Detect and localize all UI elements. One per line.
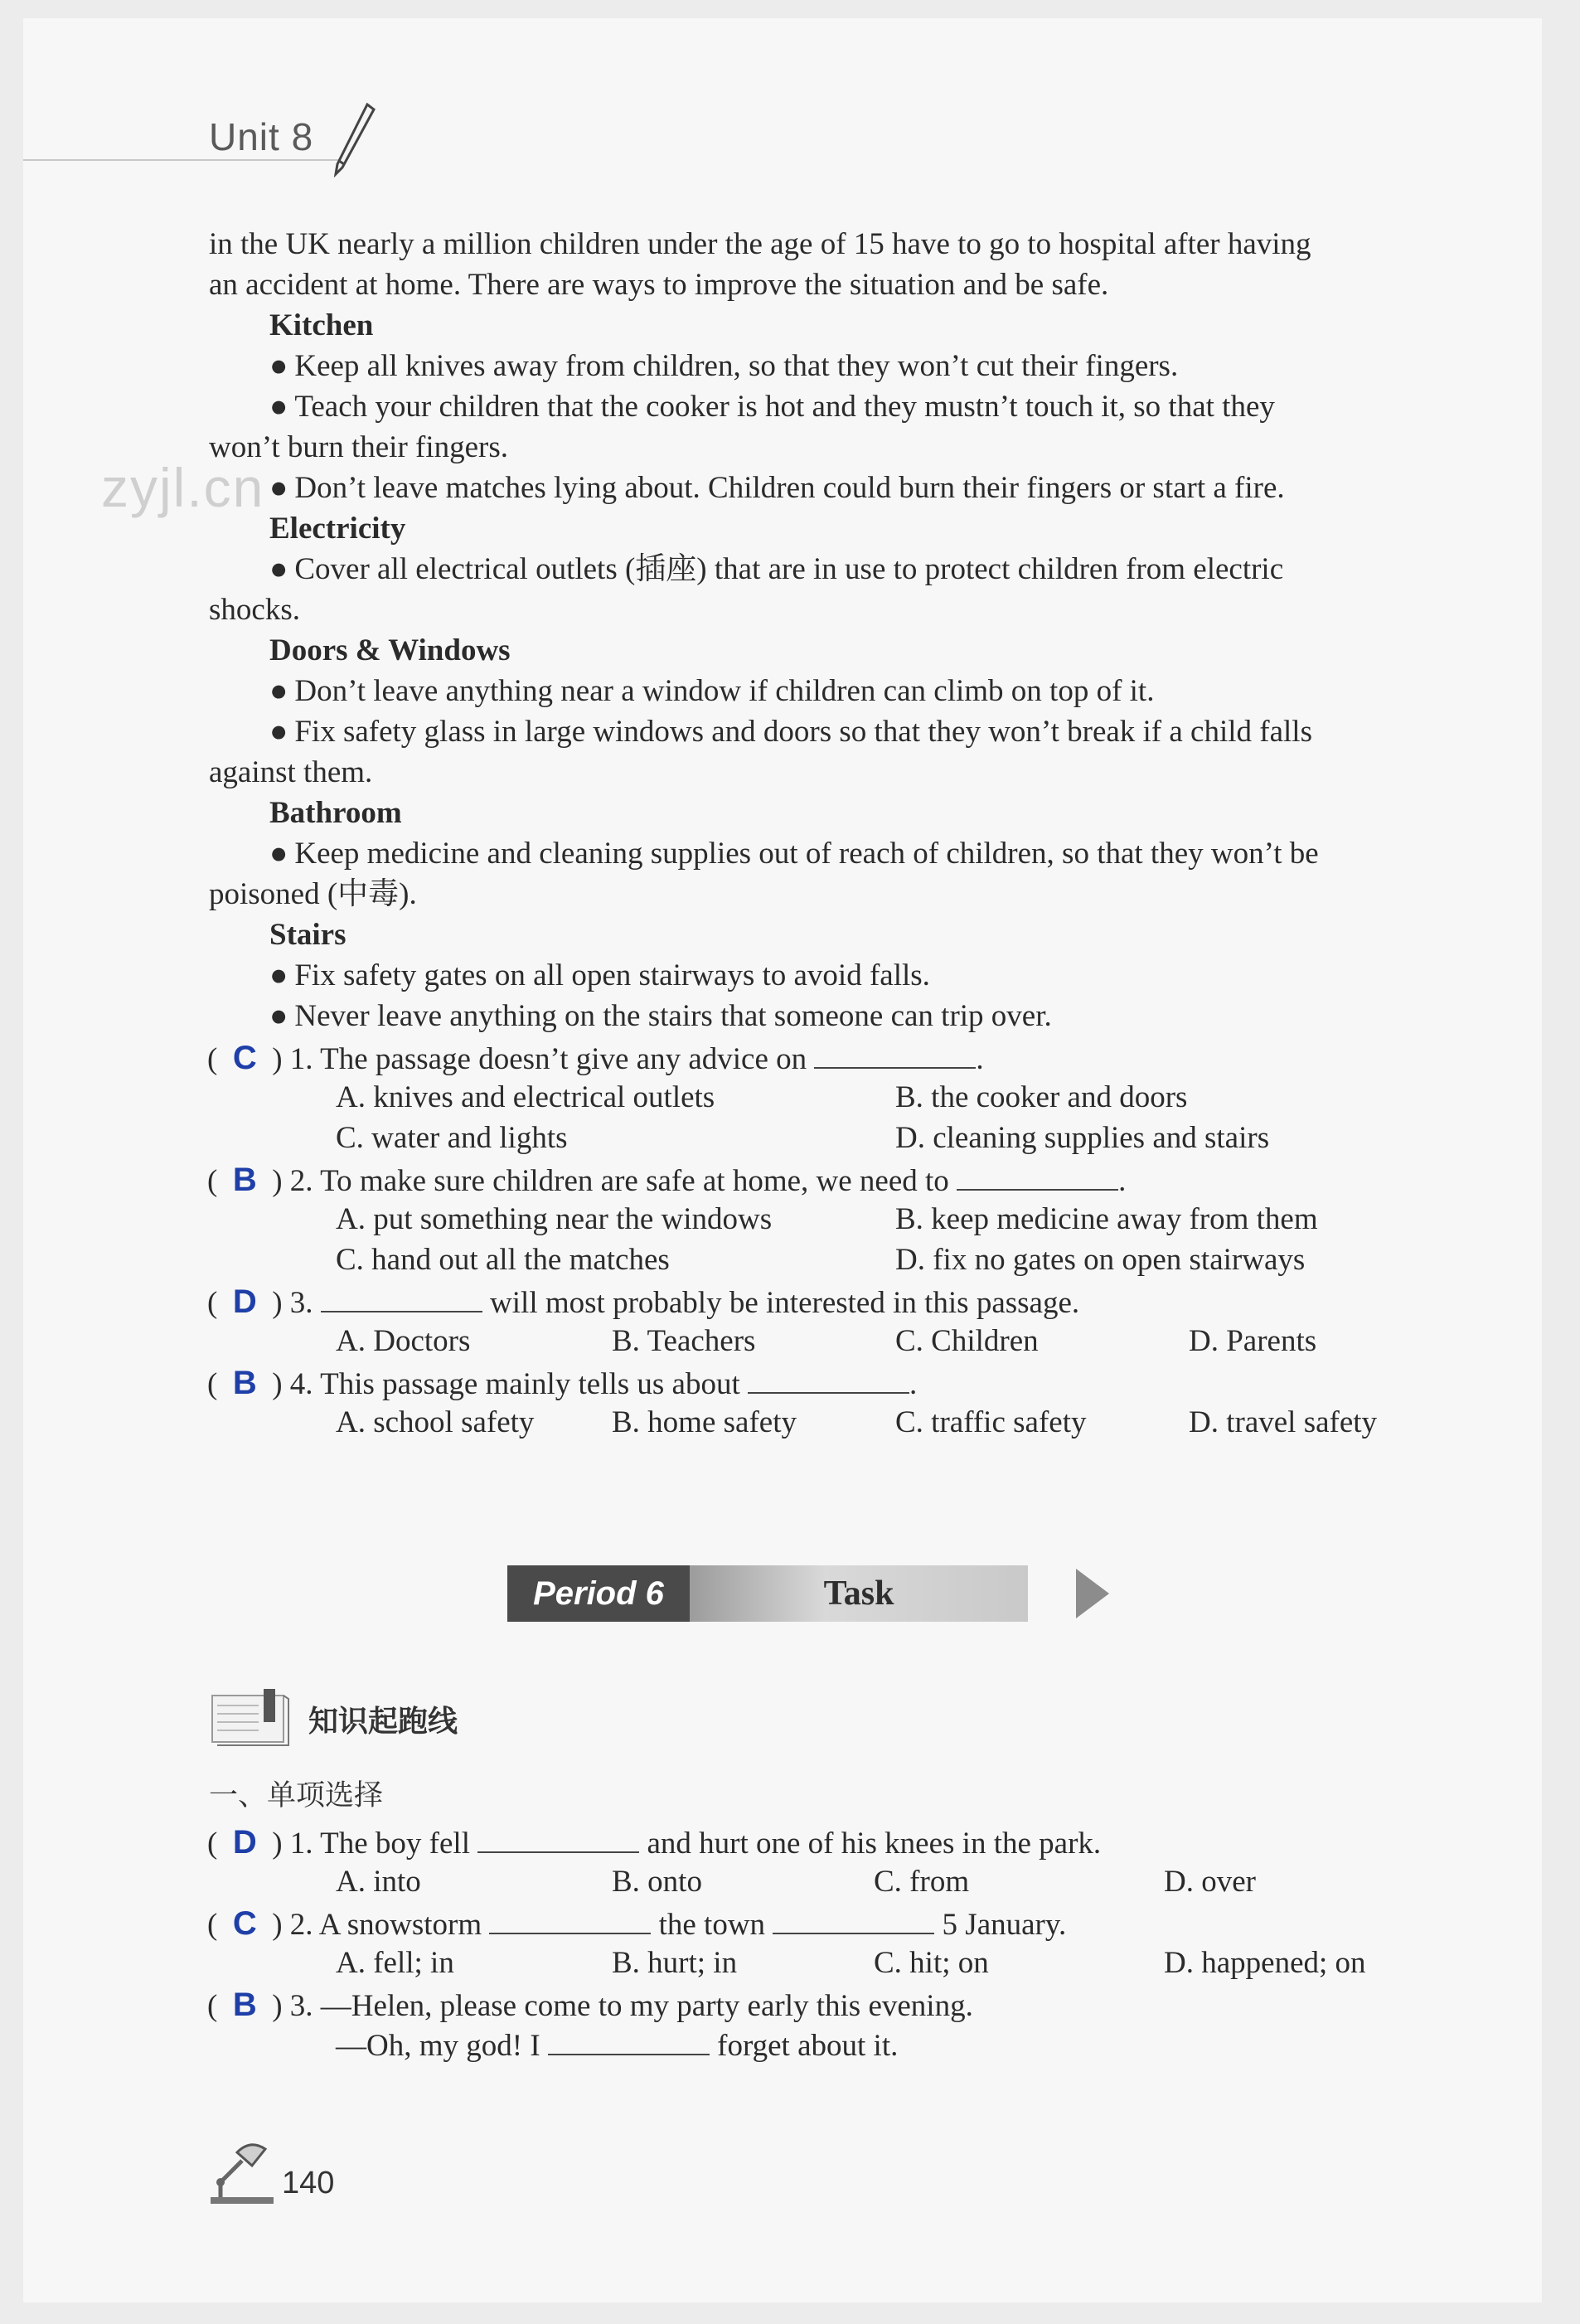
option: B. onto: [612, 1865, 702, 1899]
passage-line: in the UK nearly a million children under the age of 15 have to go to hospital after having: [209, 227, 1311, 261]
answer: D: [232, 1824, 257, 1861]
question-number: 2.: [289, 1908, 313, 1942]
question-text: .: [909, 1367, 918, 1401]
book-icon: [209, 1687, 292, 1747]
bullet-item: [269, 676, 1154, 706]
bullet-item: [269, 391, 1275, 422]
blank: [773, 1908, 934, 1934]
arrow-right-icon: [1076, 1569, 1109, 1618]
bullet-text: Never leave anything on the stairs that someone can trip over.: [294, 999, 1052, 1033]
option: A. school safety: [336, 1405, 535, 1439]
bullet-text: Don’t leave anything near a window if children can climb on top of it.: [294, 674, 1155, 708]
blank: [321, 1286, 482, 1312]
option: C. water and lights: [336, 1121, 568, 1155]
blank: [957, 1164, 1118, 1191]
bullet: ●: [269, 715, 288, 749]
question-text: the town: [658, 1908, 766, 1942]
option: D. travel safety: [1189, 1405, 1378, 1439]
question-text: .: [976, 1042, 984, 1076]
pen-icon: [327, 101, 377, 177]
bullet-item: [269, 838, 1319, 869]
question-text: The passage doesn’t give any advice on: [320, 1042, 807, 1076]
question-row: ( D ) 3. will most probably be interested in this passage.: [207, 1283, 1080, 1320]
question-text: —Helen, please come to my party early this evening.: [320, 1989, 973, 2023]
bullet-text: Fix safety gates on all open stairways to avoid falls.: [294, 958, 930, 992]
question-number: 4.: [289, 1367, 313, 1401]
bullet-item: [269, 716, 1312, 747]
lamp-icon: [209, 2137, 275, 2207]
heading-stairs: Stairs: [269, 918, 347, 952]
blank: [548, 2029, 710, 2055]
bullet: ●: [269, 552, 288, 586]
passage-line: shocks.: [209, 593, 300, 627]
answer: B: [232, 1365, 257, 1401]
option: A. knives and electrical outlets: [336, 1080, 715, 1114]
option: D. Parents: [1189, 1324, 1317, 1358]
question-row: ( C ) 1. The passage doesn’t give any advice on .: [207, 1040, 984, 1076]
option: C. hand out all the matches: [336, 1243, 670, 1277]
bullet-item: [269, 554, 1283, 585]
blank: [477, 1827, 639, 1853]
period-name: Task: [690, 1565, 1028, 1622]
option: C. Children: [895, 1324, 1039, 1358]
page-number: 140: [282, 2166, 335, 2200]
bullet-item: [269, 473, 1285, 503]
question-text: forget about it.: [717, 2029, 899, 2063]
bullet-item: [269, 351, 1178, 381]
section-subtitle: 一、单项选择: [209, 1779, 384, 1812]
option: A. Doctors: [336, 1324, 471, 1358]
option: B. keep medicine away from them: [895, 1202, 1318, 1236]
question-row: ( B ) 2. To make sure children are safe at home, we need to .: [207, 1162, 1127, 1198]
answer: C: [232, 1905, 257, 1942]
blank: [748, 1367, 909, 1394]
bullet-item: [269, 960, 930, 991]
header-rule: [23, 159, 338, 161]
heading-doors-windows: Doors & Windows: [269, 633, 511, 667]
bullet-text: Cover all electrical outlets (插座) that are in use to protect children from electric: [294, 552, 1284, 586]
section-title: 知识起跑线: [308, 1705, 458, 1739]
bullet: ●: [269, 390, 288, 424]
bullet-text: Keep all knives away from children, so that they won’t cut their fingers.: [294, 349, 1179, 383]
watermark: zyjl.cn: [101, 457, 265, 518]
bullet: ●: [269, 674, 288, 708]
question-text: 5 January.: [942, 1908, 1067, 1942]
bullet: ●: [269, 837, 288, 871]
option: D. cleaning supplies and stairs: [895, 1121, 1270, 1155]
question-text: To make sure children are safe at home, we need to: [320, 1164, 949, 1198]
passage-line: won’t burn their fingers.: [209, 430, 509, 464]
unit-title: Unit 8: [209, 115, 314, 158]
answer: B: [232, 1987, 257, 2023]
question-row: ( C ) 2. A snowstorm the town 5 January.: [207, 1905, 1067, 1942]
answer: B: [232, 1162, 257, 1198]
period-banner: [507, 1565, 1071, 1622]
bullet-item: [269, 1001, 1052, 1031]
heading-electricity: Electricity: [269, 512, 406, 546]
option: B. Teachers: [612, 1324, 756, 1358]
bullet-text: Don’t leave matches lying about. Children could burn their fingers or start a fire.: [294, 471, 1285, 505]
bullet: ●: [269, 349, 288, 383]
question-row: ( B ) 4. This passage mainly tells us about .: [207, 1365, 918, 1401]
option: D. happened; on: [1164, 1946, 1366, 1980]
heading-bathroom: Bathroom: [269, 796, 402, 830]
question-number: 1.: [289, 1827, 313, 1861]
bullet-text: Fix safety glass in large windows and doors so that they won’t break if a child falls: [294, 715, 1312, 749]
option: A. fell; in: [336, 1946, 454, 1980]
option: B. home safety: [612, 1405, 797, 1439]
bullet: ●: [269, 471, 288, 505]
option: A. into: [336, 1865, 421, 1899]
question-text: and hurt one of his knees in the park.: [647, 1827, 1102, 1861]
question-text: will most probably be interested in this passage.: [490, 1286, 1080, 1320]
bullet: ●: [269, 999, 288, 1033]
bullet: ●: [269, 958, 288, 992]
passage-line: poisoned (中毒).: [209, 877, 417, 911]
option: C. hit; on: [874, 1946, 989, 1980]
option: A. put something near the windows: [336, 1202, 773, 1236]
option: C. traffic safety: [895, 1405, 1087, 1439]
question-number: 3.: [289, 1286, 313, 1320]
blank: [489, 1908, 651, 1934]
question-text: —Oh, my god! I: [336, 2029, 540, 2063]
option: B. hurt; in: [612, 1946, 738, 1980]
question-row: ( B ) 3. —Helen, please come to my party early this evening.: [207, 1987, 973, 2023]
question-row: ( D ) 1. The boy fell and hurt one of his knees in the park.: [207, 1824, 1102, 1861]
question-number: 3.: [289, 1989, 313, 2023]
question-row: [336, 2029, 898, 2061]
question-number: 2.: [289, 1164, 313, 1198]
bullet-text: Keep medicine and cleaning supplies out of reach of children, so that they won’t be: [294, 837, 1319, 871]
question-text: .: [1118, 1164, 1127, 1198]
question-number: 1.: [289, 1042, 313, 1076]
bullet-text: Teach your children that the cooker is hot and they mustn’t touch it, so that they: [294, 390, 1275, 424]
answer: C: [232, 1040, 257, 1076]
passage-line: against them.: [209, 755, 373, 789]
option: C. from: [874, 1865, 970, 1899]
option: B. the cooker and doors: [895, 1080, 1188, 1114]
question-text: The boy fell: [320, 1827, 470, 1861]
passage-line: an accident at home. There are ways to improve the situation and be safe.: [209, 268, 1109, 302]
question-text: A snowstorm: [318, 1908, 482, 1942]
option: D. over: [1164, 1865, 1256, 1899]
answer: D: [232, 1283, 257, 1320]
option: D. fix no gates on open stairways: [895, 1243, 1306, 1277]
period-label: Period 6: [507, 1565, 690, 1622]
heading-kitchen: Kitchen: [269, 308, 374, 342]
question-text: This passage mainly tells us about: [320, 1367, 740, 1401]
blank: [814, 1042, 976, 1069]
